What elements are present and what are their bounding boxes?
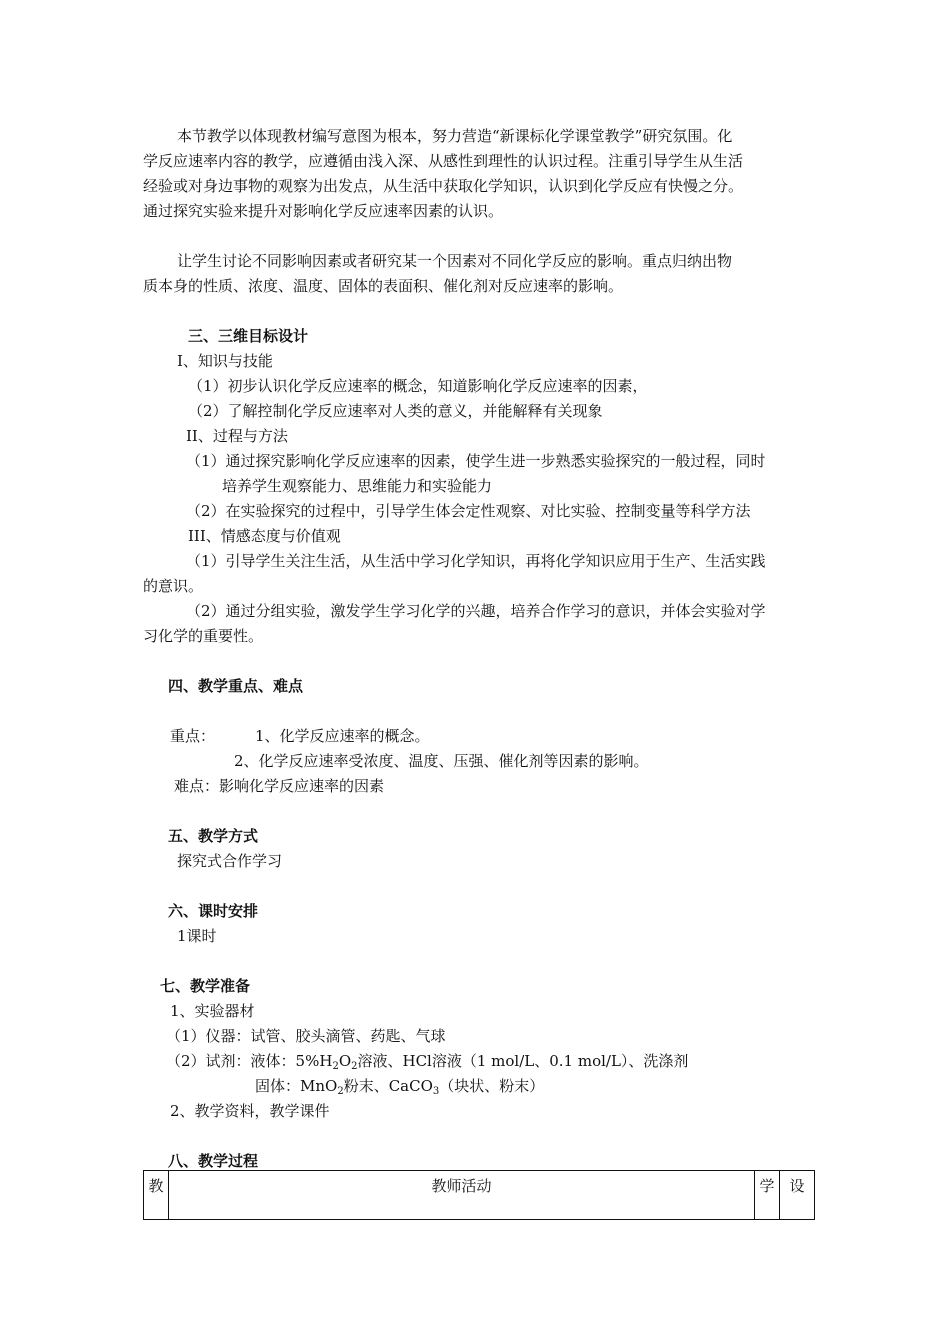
prep-item-2: 2、教学资料，教学课件 [170,1102,330,1120]
intro-p1-line4: 通过探究实验来提升对影响化学反应速率因素的认识。 [143,202,504,220]
section-6-heading: 六、课时安排 [168,902,259,920]
objective-emotion-1a: （1）引导学生关注生活，从生活中学习化学知识，再将化学知识应用于生产、生活实践 [186,552,766,570]
objective-process-1b: 培养学生观察能力、思维能力和实验能力 [222,477,493,495]
intro-p1-line2: 学反应速率内容的教学，应遵循由浅入深、从感性到理性的认识过程。注重引导学生从生活 [143,152,744,170]
prep-reagents-liquid: （2）试剂：液体：$5\%H_2O_2$溶液、HCl溶液（1 mol/L、0.1 mol/L）、洗涤剂 [166,1052,689,1072]
objective-knowledge-2: （2）了解控制化学反应速率对人类的意义，并能解释有关现象 [188,402,603,420]
intro-p1-line1: 本节教学以体现教材编写意图为根本，努力营造“新课标化学课堂教学”研究氛围。化 [177,127,733,145]
class-hours: 1课时 [177,927,217,945]
objective-knowledge-title: I、知识与技能 [177,352,273,370]
objective-process-2: （2）在实验探究的过程中，引导学生体会定性观察、对比实验、控制变量等科学方法 [186,502,751,520]
difficult-point: 难点：影响化学反应速率的因素 [174,777,385,795]
objective-process-title: II、过程与方法 [186,427,288,445]
section-4-heading: 四、教学重点、难点 [168,677,304,695]
objective-emotion-2a: （2）通过分组实验，激发学生学习化学的兴趣，培养合作学习的意识，并体会实验对学 [186,602,766,620]
key-point-label: 重点： [170,727,216,745]
table-header-row [144,1171,815,1220]
section-8-heading: 八、教学过程 [168,1152,259,1170]
intro-p2-line2: 质本身的性质、浓度、温度、固体的表面积、催化剂对反应速率的影响。 [143,277,624,295]
section-3-heading: 三、三维目标设计 [188,327,309,345]
objective-knowledge-1: （1）初步认识化学反应速率的概念，知道影响化学反应速率的因素， [188,377,648,395]
col-student-activity: 学 [755,1171,780,1220]
section-5-heading: 五、教学方式 [168,827,259,845]
col-teacher-activity: 教师活动 [169,1171,755,1220]
prep-reagents-solid: 固体：MnO$_2$粉末、CaCO$_3$（块状、粉末） [255,1077,545,1097]
section-7-heading: 七、教学准备 [160,977,251,995]
teaching-method: 探究式合作学习 [177,852,283,870]
col-design-intent: 设 [780,1171,815,1220]
prep-item-1: 1、实验器材 [170,1002,255,1020]
objective-emotion-title: III、情感态度与价值观 [188,527,341,545]
key-point-1: 1、化学反应速率的概念。 [255,727,430,745]
objective-process-1a: （1）通过探究影响化学反应速率的因素，使学生进一步熟悉实验探究的一般过程，同时 [186,452,766,470]
teaching-process-table [143,1170,815,1220]
key-point-2: 2、化学反应速率受浓度、温度、压强、催化剂等因素的影响。 [234,752,649,770]
prep-instruments: （1）仪器：试管、胶头滴管、药匙、气球 [166,1027,446,1045]
objective-emotion-1b: 的意识。 [143,577,204,595]
objective-emotion-2b: 习化学的重要性。 [143,627,264,645]
intro-p2-line1: 让学生讨论不同影响因素或者研究某一个因素对不同化学反应的影响。重点归纳出物 [177,252,733,270]
intro-p1-line3: 经验或对身边事物的观察为出发点，从生活中获取化学知识，认识到化学反应有快慢之分。 [143,177,744,195]
col-teaching-step: 教 [144,1171,169,1220]
